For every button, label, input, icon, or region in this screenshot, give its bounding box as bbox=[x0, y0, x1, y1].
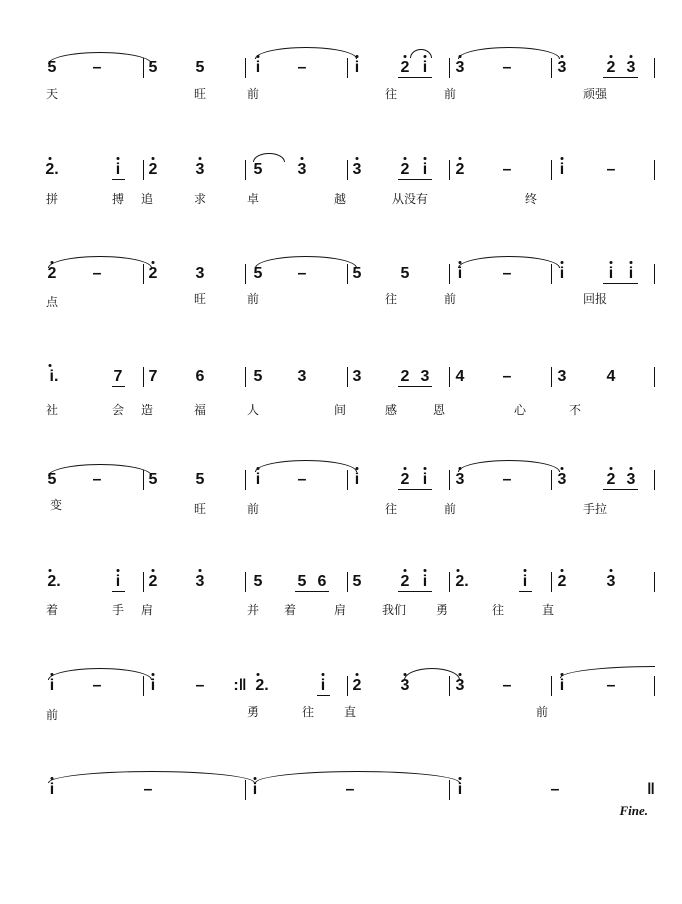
note: i bbox=[422, 161, 428, 178]
barline bbox=[551, 367, 552, 387]
note: 4 bbox=[606, 368, 616, 385]
octave-dot bbox=[49, 364, 52, 367]
lyric: 天 bbox=[45, 87, 59, 101]
note: 2 bbox=[455, 161, 465, 178]
note: 2 bbox=[606, 471, 616, 488]
octave-dot bbox=[301, 157, 304, 160]
duration-underline bbox=[317, 695, 330, 696]
octave-dot bbox=[524, 569, 527, 572]
octave-dot bbox=[561, 261, 564, 264]
octave-dot bbox=[257, 673, 260, 676]
barline bbox=[143, 160, 144, 180]
octave-dot bbox=[356, 157, 359, 160]
barline bbox=[143, 470, 144, 490]
fine-marking: Fine. bbox=[619, 803, 648, 818]
note: i bbox=[49, 781, 55, 798]
lyric: 直 bbox=[541, 603, 555, 617]
octave-dot bbox=[404, 569, 407, 572]
lyric: 回报 bbox=[582, 292, 608, 306]
tie-arc bbox=[404, 668, 460, 680]
lyric: 旺 bbox=[193, 292, 207, 306]
barline bbox=[245, 264, 246, 284]
note: i bbox=[150, 677, 156, 694]
note: 2 bbox=[557, 573, 567, 590]
note: 3 bbox=[557, 368, 567, 385]
duration-underline bbox=[112, 179, 125, 180]
lyric: 往 bbox=[384, 292, 398, 306]
lyric: 顽强 bbox=[582, 87, 608, 101]
octave-dot bbox=[459, 157, 462, 160]
lyric: 肩 bbox=[140, 603, 154, 617]
lyric: 会 bbox=[111, 403, 125, 417]
note: 5 bbox=[148, 59, 158, 76]
duration-underline bbox=[398, 77, 432, 78]
barline bbox=[143, 367, 144, 387]
note: 2 bbox=[400, 368, 410, 385]
note: 2 bbox=[400, 161, 410, 178]
note: i bbox=[559, 161, 565, 178]
octave-dot bbox=[459, 777, 462, 780]
note: i bbox=[559, 677, 565, 694]
note: i bbox=[608, 265, 614, 282]
lyric: 往 bbox=[491, 603, 505, 617]
note: 5 bbox=[352, 573, 362, 590]
lyric: 前 bbox=[246, 502, 260, 516]
duration-underline bbox=[603, 77, 638, 78]
barline bbox=[347, 58, 348, 78]
octave-dot bbox=[561, 467, 564, 470]
note: 5 bbox=[253, 368, 263, 385]
octave-dot bbox=[322, 673, 325, 676]
barline bbox=[347, 470, 348, 490]
barline bbox=[551, 676, 552, 696]
barline bbox=[449, 367, 450, 387]
lyric: 追 bbox=[140, 192, 154, 206]
lyric: 人 bbox=[246, 403, 260, 417]
lyric: 恩 bbox=[432, 403, 446, 417]
note: 2 bbox=[606, 59, 616, 76]
lyric: 我们 bbox=[381, 603, 407, 617]
barline bbox=[245, 470, 246, 490]
lyric: 终 bbox=[524, 192, 538, 206]
barline bbox=[551, 264, 552, 284]
barline bbox=[143, 264, 144, 284]
lyric: 手拉 bbox=[582, 502, 608, 516]
note: – bbox=[92, 265, 102, 282]
note: i. bbox=[49, 368, 59, 385]
note: – bbox=[297, 471, 307, 488]
lyric: 社 bbox=[45, 403, 59, 417]
note: 3 bbox=[195, 573, 205, 590]
octave-dot bbox=[457, 569, 460, 572]
octave-dot bbox=[424, 467, 427, 470]
octave-dot bbox=[117, 569, 120, 572]
note: i bbox=[559, 265, 565, 282]
note: 5 bbox=[253, 161, 263, 178]
octave-dot bbox=[459, 55, 462, 58]
octave-dot bbox=[459, 673, 462, 676]
note: 6 bbox=[317, 573, 327, 590]
note: 3 bbox=[195, 161, 205, 178]
note: 2 bbox=[400, 471, 410, 488]
note: – bbox=[143, 781, 153, 798]
lyric: 前 bbox=[246, 292, 260, 306]
duration-underline bbox=[398, 179, 432, 180]
lyric: 前 bbox=[443, 292, 457, 306]
note: 2 bbox=[400, 59, 410, 76]
octave-dot bbox=[630, 467, 633, 470]
note: 3 bbox=[626, 59, 636, 76]
note: 3 bbox=[606, 573, 616, 590]
octave-dot bbox=[257, 55, 260, 58]
note: 3 bbox=[626, 471, 636, 488]
lyric: 间 bbox=[333, 403, 347, 417]
note: 2 bbox=[352, 677, 362, 694]
lyric: 心 bbox=[513, 403, 527, 417]
note: 5 bbox=[195, 59, 205, 76]
note: i bbox=[457, 265, 463, 282]
barline bbox=[449, 572, 450, 592]
note: 7 bbox=[148, 368, 158, 385]
barline bbox=[654, 470, 655, 490]
lyric: 不 bbox=[568, 403, 582, 417]
barline bbox=[654, 676, 655, 696]
note: 2 bbox=[47, 265, 57, 282]
octave-dot bbox=[610, 569, 613, 572]
lyric: 感 bbox=[384, 403, 398, 417]
octave-dot bbox=[424, 55, 427, 58]
octave-dot bbox=[459, 467, 462, 470]
note: i bbox=[255, 59, 261, 76]
barline bbox=[245, 367, 246, 387]
note: i bbox=[422, 573, 428, 590]
barline bbox=[449, 676, 450, 696]
octave-dot bbox=[424, 569, 427, 572]
duration-underline bbox=[295, 591, 329, 592]
note: 3 bbox=[455, 677, 465, 694]
barline bbox=[347, 264, 348, 284]
octave-dot bbox=[199, 569, 202, 572]
lyric: 前 bbox=[535, 705, 549, 719]
note: – bbox=[92, 59, 102, 76]
octave-dot bbox=[610, 55, 613, 58]
lyric: 前 bbox=[443, 502, 457, 516]
lyric: 往 bbox=[384, 87, 398, 101]
octave-dot bbox=[630, 55, 633, 58]
octave-dot bbox=[459, 261, 462, 264]
octave-dot bbox=[404, 467, 407, 470]
lyric: 肩 bbox=[333, 603, 347, 617]
octave-dot bbox=[356, 673, 359, 676]
lyric: 往 bbox=[384, 502, 398, 516]
octave-dot bbox=[561, 157, 564, 160]
octave-dot bbox=[404, 673, 407, 676]
note: – bbox=[297, 59, 307, 76]
barline bbox=[245, 160, 246, 180]
note: 5 bbox=[47, 471, 57, 488]
note: – bbox=[345, 781, 355, 798]
note: 3 bbox=[557, 59, 567, 76]
note: 3 bbox=[557, 471, 567, 488]
note: 2. bbox=[45, 161, 59, 178]
lyric: 旺 bbox=[193, 87, 207, 101]
note: 2. bbox=[255, 677, 269, 694]
lyric: 搏 bbox=[111, 192, 125, 206]
barline bbox=[654, 160, 655, 180]
barline bbox=[245, 572, 246, 592]
note: 5 bbox=[253, 265, 263, 282]
barline bbox=[449, 160, 450, 180]
tie-arc bbox=[458, 47, 560, 59]
note: i bbox=[49, 677, 55, 694]
octave-dot bbox=[117, 157, 120, 160]
barline bbox=[143, 58, 144, 78]
note: i bbox=[255, 471, 261, 488]
duration-underline bbox=[398, 489, 432, 490]
final-barline: ‖ bbox=[647, 781, 655, 798]
octave-dot bbox=[404, 55, 407, 58]
lyric: 变 bbox=[49, 498, 63, 512]
note: – bbox=[502, 471, 512, 488]
lyric: 越 bbox=[333, 192, 347, 206]
lyric: 前 bbox=[45, 708, 59, 722]
octave-dot bbox=[51, 777, 54, 780]
note: i bbox=[252, 781, 258, 798]
tie-arc bbox=[255, 47, 357, 59]
note: 5 bbox=[297, 573, 307, 590]
lyric: 从没有 bbox=[391, 192, 429, 206]
note: 3 bbox=[352, 161, 362, 178]
note: 3 bbox=[352, 368, 362, 385]
octave-dot bbox=[424, 157, 427, 160]
lyric: 旺 bbox=[193, 502, 207, 516]
note: 5 bbox=[47, 59, 57, 76]
note: – bbox=[502, 677, 512, 694]
note: 3 bbox=[297, 368, 307, 385]
lyric: 求 bbox=[193, 192, 207, 206]
note: i bbox=[115, 573, 121, 590]
octave-dot bbox=[152, 261, 155, 264]
note: 4 bbox=[455, 368, 465, 385]
note: – bbox=[502, 265, 512, 282]
octave-dot bbox=[561, 569, 564, 572]
note: 3 bbox=[455, 59, 465, 76]
barline bbox=[245, 58, 246, 78]
octave-dot bbox=[404, 157, 407, 160]
octave-dot bbox=[51, 261, 54, 264]
lyric: 着 bbox=[45, 603, 59, 617]
note: 5 bbox=[352, 265, 362, 282]
tie-arc bbox=[410, 49, 432, 58]
duration-underline bbox=[112, 386, 125, 387]
duration-underline bbox=[398, 386, 432, 387]
lyric: 勇 bbox=[246, 705, 260, 719]
duration-underline bbox=[519, 591, 532, 592]
barline bbox=[347, 367, 348, 387]
lyric: 拼 bbox=[45, 192, 59, 206]
lyric: 造 bbox=[140, 403, 154, 417]
barline bbox=[654, 572, 655, 592]
note: – bbox=[92, 471, 102, 488]
note: – bbox=[606, 161, 616, 178]
note: i bbox=[628, 265, 634, 282]
duration-underline bbox=[112, 591, 125, 592]
note: – bbox=[297, 265, 307, 282]
barline bbox=[449, 264, 450, 284]
duration-underline bbox=[398, 591, 432, 592]
note: 6 bbox=[195, 368, 205, 385]
note: – bbox=[502, 161, 512, 178]
note: 2. bbox=[47, 573, 61, 590]
barline bbox=[347, 676, 348, 696]
barline bbox=[347, 160, 348, 180]
octave-dot bbox=[610, 261, 613, 264]
lyric: 勇 bbox=[435, 603, 449, 617]
duration-underline bbox=[603, 489, 638, 490]
barline bbox=[449, 58, 450, 78]
note: 3 bbox=[400, 677, 410, 694]
lyric: 往 bbox=[301, 705, 315, 719]
duration-underline bbox=[603, 283, 638, 284]
barline bbox=[449, 780, 450, 800]
tie-arc bbox=[255, 771, 460, 783]
octave-dot bbox=[152, 569, 155, 572]
note: 2 bbox=[148, 265, 158, 282]
note: – bbox=[502, 59, 512, 76]
octave-dot bbox=[610, 467, 613, 470]
note: i bbox=[422, 59, 428, 76]
octave-dot bbox=[49, 157, 52, 160]
octave-dot bbox=[51, 673, 54, 676]
note: i bbox=[457, 781, 463, 798]
barline bbox=[551, 572, 552, 592]
octave-dot bbox=[254, 777, 257, 780]
note: – bbox=[606, 677, 616, 694]
note: 2 bbox=[148, 573, 158, 590]
lyric: 前 bbox=[443, 87, 457, 101]
lyric: 福 bbox=[193, 403, 207, 417]
barline bbox=[143, 676, 144, 696]
repeat-end-barline: :‖ bbox=[233, 677, 247, 694]
note: 3 bbox=[297, 161, 307, 178]
barline bbox=[551, 58, 552, 78]
note: 5 bbox=[400, 265, 410, 282]
octave-dot bbox=[257, 467, 260, 470]
note: i bbox=[115, 161, 121, 178]
note: 2. bbox=[455, 573, 469, 590]
note: i bbox=[354, 59, 360, 76]
note: 5 bbox=[253, 573, 263, 590]
octave-dot bbox=[49, 569, 52, 572]
lyric: 直 bbox=[343, 705, 357, 719]
lyric: 点 bbox=[45, 295, 59, 309]
note: i bbox=[354, 471, 360, 488]
barline bbox=[551, 470, 552, 490]
barline bbox=[347, 572, 348, 592]
note: 3 bbox=[195, 265, 205, 282]
note: 2 bbox=[400, 573, 410, 590]
note: 3 bbox=[420, 368, 430, 385]
note: 5 bbox=[195, 471, 205, 488]
barline bbox=[245, 780, 246, 800]
octave-dot bbox=[630, 261, 633, 264]
lyric: 前 bbox=[246, 87, 260, 101]
octave-dot bbox=[152, 157, 155, 160]
barline bbox=[654, 367, 655, 387]
note: – bbox=[550, 781, 560, 798]
lyric: 卓 bbox=[246, 192, 260, 206]
octave-dot bbox=[356, 55, 359, 58]
note: 7 bbox=[113, 368, 123, 385]
note: – bbox=[195, 677, 205, 694]
lyric: 并 bbox=[246, 603, 260, 617]
note: – bbox=[502, 368, 512, 385]
barline bbox=[449, 470, 450, 490]
lyric: 手 bbox=[111, 603, 125, 617]
note: i bbox=[522, 573, 528, 590]
note: i bbox=[422, 471, 428, 488]
octave-dot bbox=[561, 55, 564, 58]
lyric: 着 bbox=[283, 603, 297, 617]
barline bbox=[143, 572, 144, 592]
octave-dot bbox=[199, 157, 202, 160]
note: 2 bbox=[148, 161, 158, 178]
barline bbox=[654, 264, 655, 284]
note: – bbox=[92, 677, 102, 694]
note: 3 bbox=[455, 471, 465, 488]
octave-dot bbox=[561, 673, 564, 676]
note: 5 bbox=[148, 471, 158, 488]
barline bbox=[654, 58, 655, 78]
barline bbox=[551, 160, 552, 180]
note: i bbox=[320, 677, 326, 694]
octave-dot bbox=[152, 673, 155, 676]
octave-dot bbox=[356, 467, 359, 470]
